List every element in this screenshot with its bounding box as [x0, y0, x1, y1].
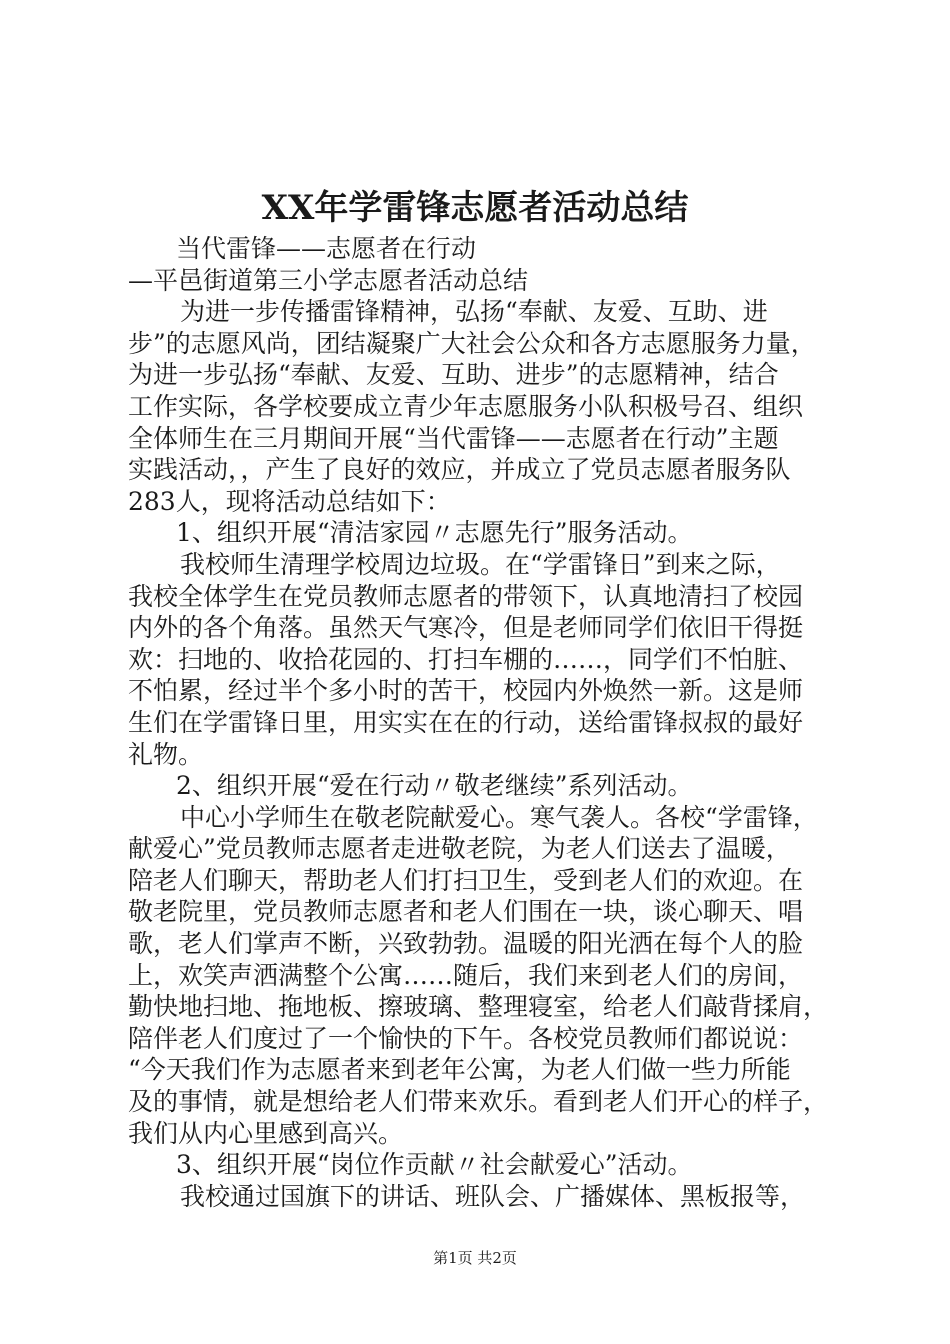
paragraph-line: 敬老院里，党员教师志愿者和老人们围在一块，谈心聊天、唱 [128, 897, 804, 927]
paragraph-line: “今天我们作为志愿者来到老年公寓，为老人们做一些力所能 [128, 1055, 791, 1085]
page-footer: 第1页 共2页 [433, 1249, 517, 1267]
paragraph-line: 陪伴老人们度过了一个愉快的下午。各校党员教师们都说说： [128, 1023, 804, 1053]
document-title: XX年学雷锋志愿者活动总结 [261, 188, 689, 228]
section-heading: 3、组织开展“岗位作贡献〃社会献爱心”活动。 [176, 1150, 693, 1180]
section-heading: 2、组织开展“爱在行动〃敬老继续”系列活动。 [176, 771, 693, 801]
paragraph-line: 陪老人们聊天，帮助老人们打扫卫生，受到老人们的欢迎。在 [128, 865, 804, 895]
paragraph-line: 礼物。 [128, 739, 204, 769]
paragraph-line: 勤快地扫地、拖地板、擦玻璃、整理寝室，给老人们敲背揉肩， [128, 992, 829, 1022]
paragraph-line: 上，欢笑声洒满整个公寓……随后，我们来到老人们的房间， [128, 960, 804, 990]
paragraph-line: 献爱心”党员教师志愿者走进敬老院，为老人们送去了温暖， [128, 834, 791, 864]
paragraph-line: 我校通过国旗下的讲话、班队会、广播媒体、黑板报等， [180, 1181, 806, 1211]
paragraph-line: 全体师生在三月期间开展“当代雷锋——志愿者在行动”主题 [128, 423, 779, 453]
paragraph-line: 中心小学师生在敬老院献爱心。寒气袭人。各校“学雷锋， [180, 802, 818, 832]
paragraph-line: 内外的各个角落。虽然天气寒冷，但是老师同学们依旧干得挺 [128, 613, 804, 643]
paragraph-line: 欢：扫地的、收拾花园的、打扫车棚的……，同学们不怕脏、 [128, 644, 804, 674]
paragraph-line: 为进一步弘扬“奉献、友爱、互助、进步”的志愿精神，结合 [128, 360, 779, 390]
paragraph-line: 283人，现将活动总结如下： [128, 486, 451, 516]
paragraph-line: 为进一步传播雷锋精神，弘扬“奉献、友爱、互助、进 [180, 297, 768, 327]
paragraph-line: 我校师生清理学校周边垃圾。在“学雷锋日”到来之际， [180, 549, 781, 579]
paragraph-line: 步”的志愿风尚，团结凝聚广大社会公众和各方志愿服务力量， [128, 328, 816, 358]
paragraph-line: 生们在学雷锋日里，用实实在在的行动，送给雷锋叔叔的最好 [128, 707, 804, 737]
section-heading: 1、组织开展“清洁家园〃志愿先行”服务活动。 [176, 518, 693, 548]
subtitle-line: 当代雷锋——志愿者在行动 [176, 234, 477, 263]
paragraph-line: 不怕累，经过半个多小时的苦干，校园内外焕然一新。这是师 [128, 676, 804, 706]
paragraph-line: 我校全体学生在党员教师志愿者的带领下，认真地清扫了校园 [128, 581, 804, 611]
paragraph-line: 工作实际，各学校要成立青少年志愿服务小队积极号召、组织 [128, 391, 804, 421]
subtitle-line: —平邑街道第三小学志愿者活动总结 [128, 265, 529, 295]
paragraph-line: 我们从内心里感到高兴。 [128, 1118, 404, 1148]
paragraph-line: 实践活动，，产生了良好的效应，并成立了党员志愿者服务队 [128, 455, 791, 485]
paragraph-line: 歌，老人们掌声不断，兴致勃勃。温暖的阳光洒在每个人的脸 [128, 929, 804, 959]
paragraph-line: 及的事情，就是想给老人们带来欢乐。看到老人们开心的样子， [128, 1087, 829, 1117]
document-body [128, 233, 828, 1212]
